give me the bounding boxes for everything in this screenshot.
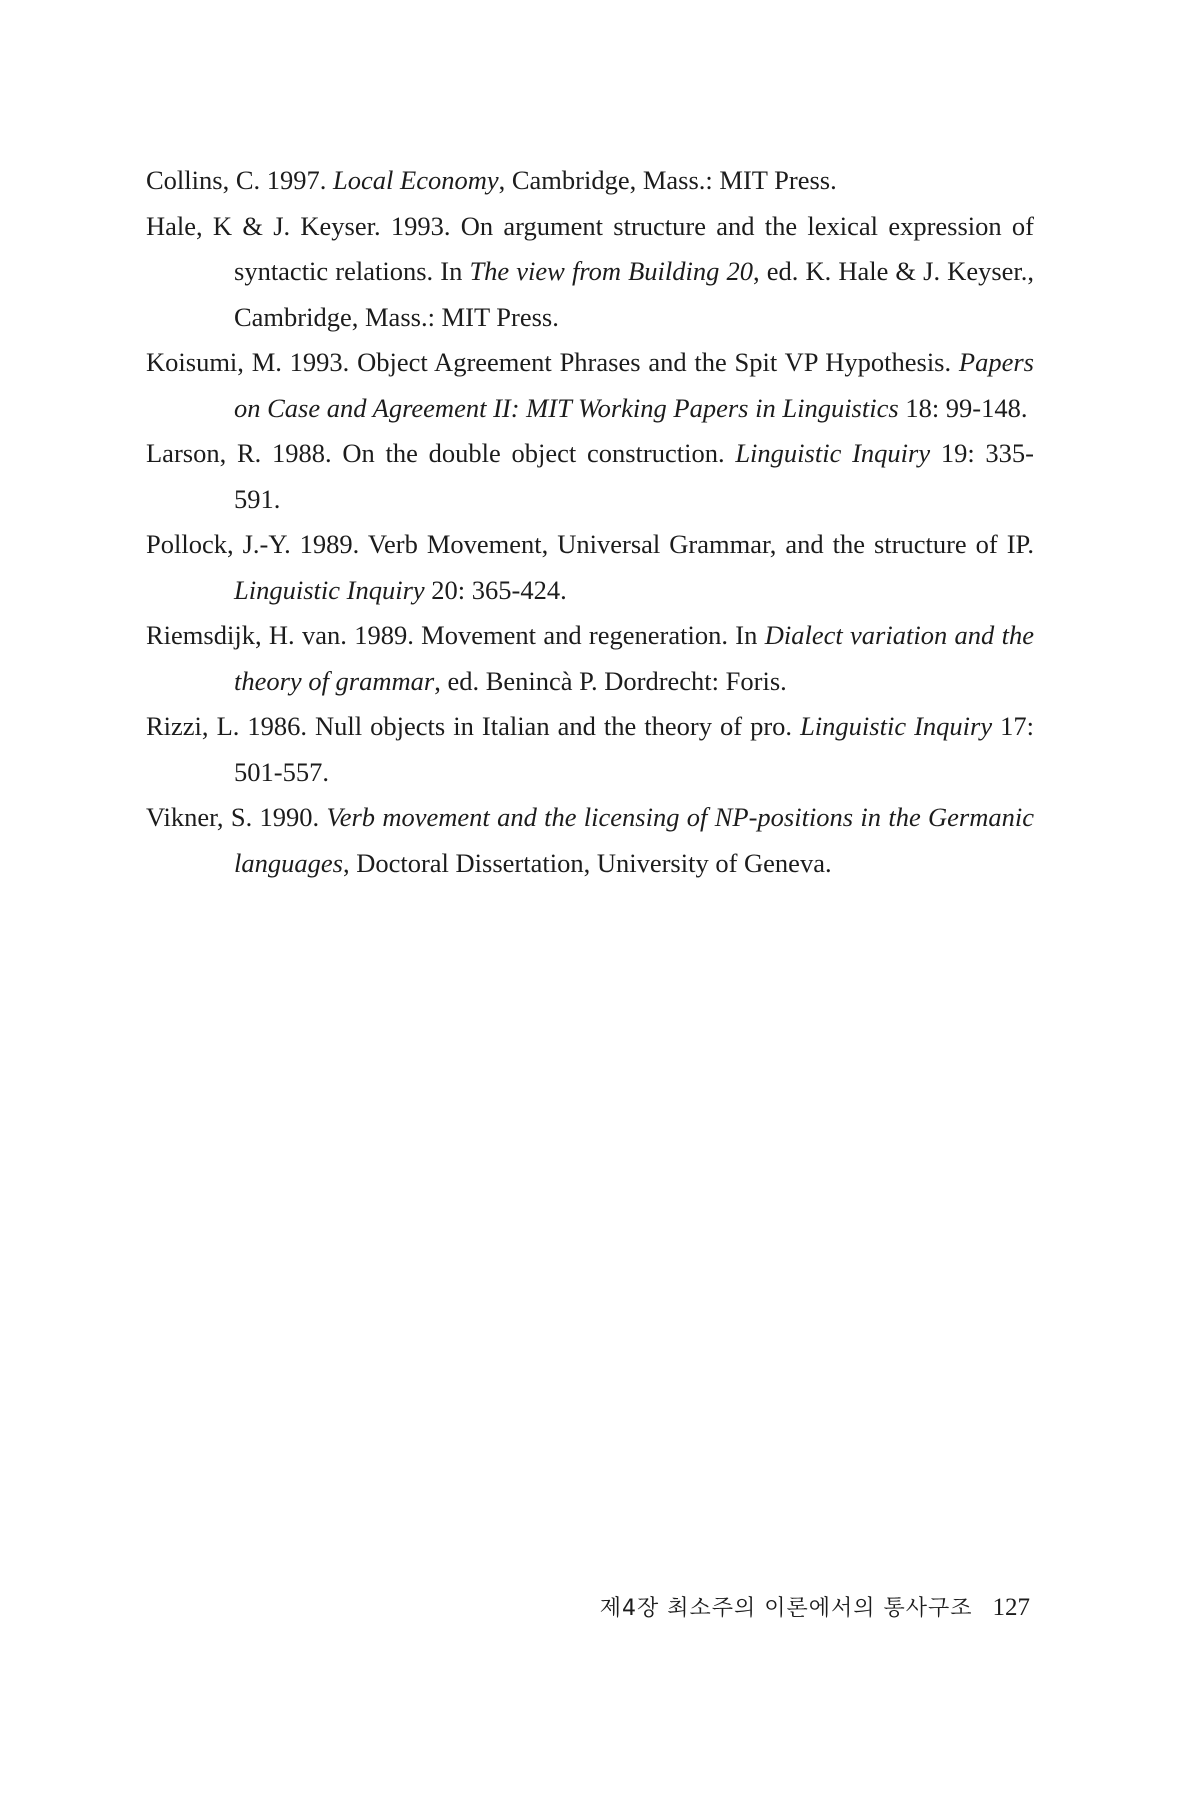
reference-text: 20: 365-424. [424,574,567,605]
reference-title: The view from Building 20 [469,256,753,286]
reference-list [146,158,1034,886]
reference-title: Verb movement and the licensing of NP-positions in the Germanic languages [234,802,1034,878]
reference-text: , Doctoral Dissertation, University of Geneva. [342,847,832,878]
reference-text: Vikner, S. 1990. [146,802,327,832]
reference-title: Linguistic Inquiry [800,711,993,741]
reference-text: Collins, C. 1997. [146,165,334,195]
page-footer [600,1592,1030,1625]
reference-entry [146,158,1034,204]
reference-text: Larson, R. 1988. On the double object construction. [146,438,736,468]
reference-text: Hale, K & J. Keyser. 1993. On argument structure and the lexical expression of syntactic relations. In [146,210,1034,286]
reference-text: 19: 335-591. [234,438,1034,514]
reference-title: Papers on Case and Agreement II: MIT Working Papers in Linguistics [234,347,1034,423]
reference-text: 17: 501-557. [234,711,1034,787]
reference-text: Riemsdijk, H. van. 1989. Movement and regeneration. In [146,620,765,650]
reference-entry [146,340,1034,431]
running-chapter-title: 제4장 최소주의 이론에서의 통사구조 [599,1596,973,1621]
reference-text: , Cambridge, Mass.: MIT Press. [498,165,837,195]
reference-title: Dialect variation and the theory of grammar [234,620,1035,696]
reference-text: , ed. Benincà P. Dordrecht: Foris. [434,665,787,696]
reference-text: , ed. K. Hale & J. Keyser., Cambridge, Mass.: MIT Press. [234,256,1035,332]
reference-text: Koisumi, M. 1993. Object Agreement Phrases and the Spit VP Hypothesis. [146,347,959,377]
reference-entry [146,704,1034,795]
reference-title: Local Economy [333,165,499,195]
page-number: 127 [992,1594,1030,1621]
reference-title: Linguistic Inquiry [735,438,931,468]
reference-entry [146,522,1034,613]
reference-entry [146,795,1034,886]
reference-entry [146,204,1034,341]
reference-entry [146,613,1034,704]
reference-text: Pollock, J.-Y. 1989. Verb Movement, Universal Grammar, and the structure of IP. [146,529,1034,559]
reference-text: 18: 99-148. [898,392,1028,423]
reference-title: Linguistic Inquiry [234,574,425,605]
reference-text: Rizzi, L. 1986. Null objects in Italian and the theory of pro. [146,711,801,741]
reference-entry [146,431,1034,522]
